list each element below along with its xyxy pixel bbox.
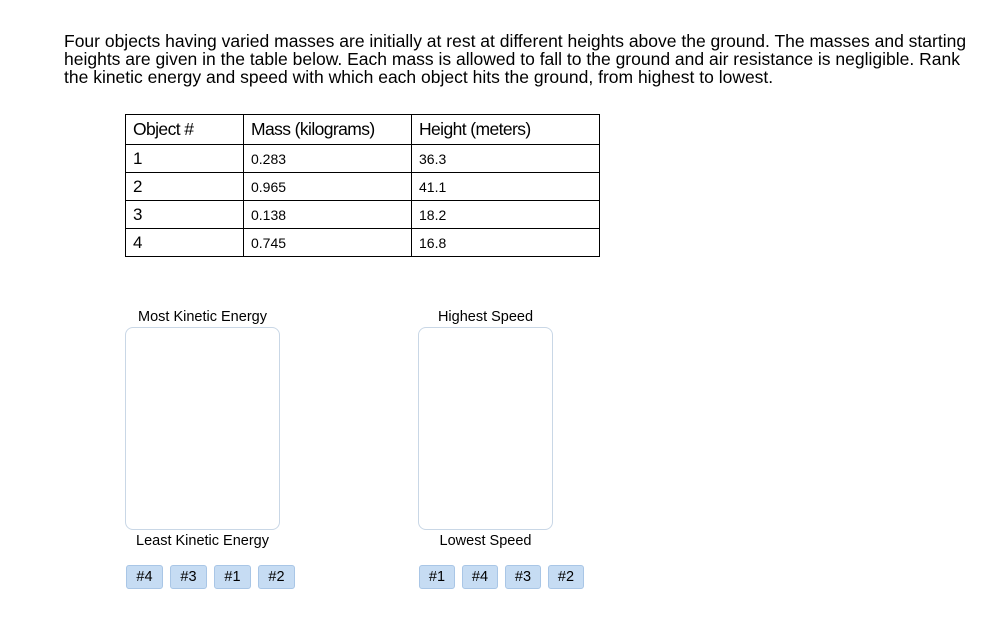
lowest-speed-label: Lowest Speed — [439, 533, 532, 549]
cell-height: 18.2 — [412, 201, 600, 229]
header-object: Object # — [126, 115, 244, 145]
cell-height: 16.8 — [412, 229, 600, 257]
cell-mass: 0.965 — [244, 173, 412, 201]
kinetic-energy-chip-tray — [126, 565, 295, 589]
header-mass: Mass (kilograms) — [244, 115, 412, 145]
header-height: Height (meters) — [412, 115, 600, 145]
cell-height: 41.1 — [412, 173, 600, 201]
table-row — [126, 229, 600, 257]
speed-chip-3[interactable]: #3 — [505, 565, 541, 589]
cell-object: 1 — [126, 145, 244, 173]
kinetic-energy-dropzone[interactable] — [125, 327, 280, 530]
speed-chip-2[interactable]: #2 — [548, 565, 584, 589]
cell-mass: 0.138 — [244, 201, 412, 229]
speed-chip-tray — [419, 565, 584, 589]
table-header-row — [126, 115, 600, 145]
speed-chip-1[interactable]: #1 — [419, 565, 455, 589]
table-row — [126, 201, 600, 229]
cell-height: 36.3 — [412, 145, 600, 173]
least-kinetic-energy-label: Least Kinetic Energy — [136, 533, 269, 549]
kinetic-chip-2[interactable]: #2 — [258, 565, 295, 589]
kinetic-chip-4[interactable]: #4 — [126, 565, 163, 589]
speed-chip-4[interactable]: #4 — [462, 565, 498, 589]
cell-mass: 0.745 — [244, 229, 412, 257]
highest-speed-label: Highest Speed — [437, 309, 534, 325]
kinetic-chip-1[interactable]: #1 — [214, 565, 251, 589]
speed-dropzone[interactable] — [418, 327, 553, 530]
cell-object: 3 — [126, 201, 244, 229]
question-text: Four objects having varied masses are initially at rest at different heights above the ground. The masses and starting heights are given in the table below. Each mass is allowed to fall to the ground and air resistance is negligible. Rank the kinetic energy and speed with which each object hits the ground, from highest to lowest. — [64, 31, 967, 87]
cell-mass: 0.283 — [244, 145, 412, 173]
kinetic-chip-3[interactable]: #3 — [170, 565, 207, 589]
table-row — [126, 145, 600, 173]
table-row — [126, 173, 600, 201]
cell-object: 4 — [126, 229, 244, 257]
most-kinetic-energy-label: Most Kinetic Energy — [138, 309, 267, 325]
cell-object: 2 — [126, 173, 244, 201]
data-table — [125, 114, 600, 257]
